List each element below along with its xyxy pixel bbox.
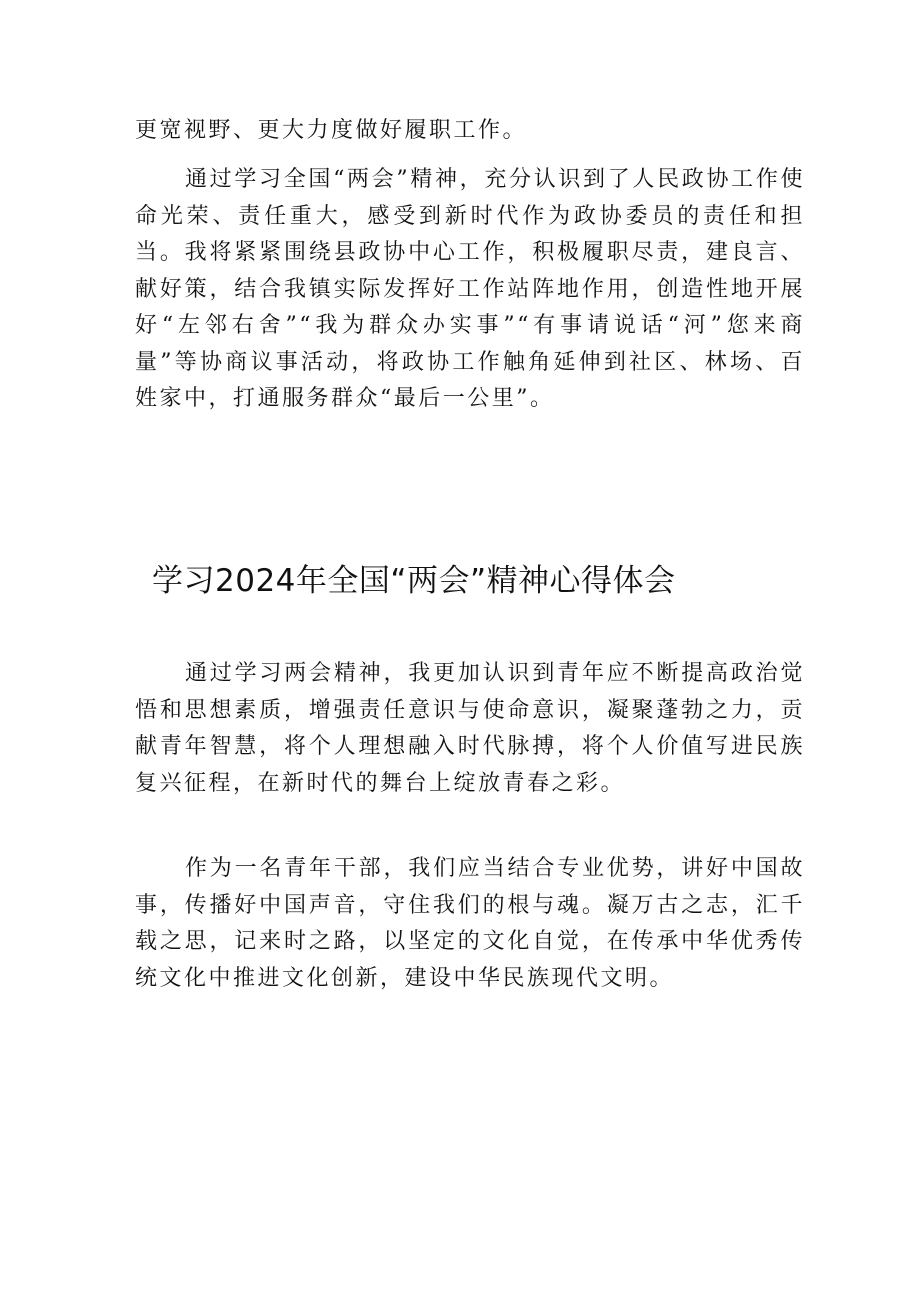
continued-paragraph: 更宽视野、更大力度做好履职工作。 (135, 118, 528, 143)
body-paragraph-1: 通过学习全国“两会”精神，充分认识到了人民政协工作使命光荣、责任重大，感受到新时代作为政协委员的责任和担当。我将紧紧围绕县政协中心工作，积极履职尽责，建良言、献好策，结合我镇实际发挥好工作站阵地作用，创造性地开展好“左邻右舍”“我为群众办实事”“有事请说话“河”您来商量”等协商议事活动，将政协工作触角延伸到社区、林场、百姓家中，打通服务群众“最后一公里”。 (135, 167, 805, 411)
body-paragraph-3: 作为一名青年干部，我们应当结合专业优势，讲好中国故事，传播好中国声音，守住我们的根与魂。凝万古之志，汇千载之思，记来时之路，以坚定的文化自觉，在传承中华优秀传统文化中推进文化创新，建设中华民族现代文明。 (135, 856, 805, 991)
body-paragraph-2: 通过学习两会精神，我更加认识到青年应不断提高政治觉悟和思想素质，增强责任意识与使命意识，凝聚蓬勃之力，贡献青年智慧，将个人理想融入时代脉搏，将个人价值写进民族复兴征程，在新时代的舞台上绽放青春之彩。 (135, 661, 805, 796)
section-title: 学习2024年全国“两会”精神心得体会 (152, 563, 676, 599)
